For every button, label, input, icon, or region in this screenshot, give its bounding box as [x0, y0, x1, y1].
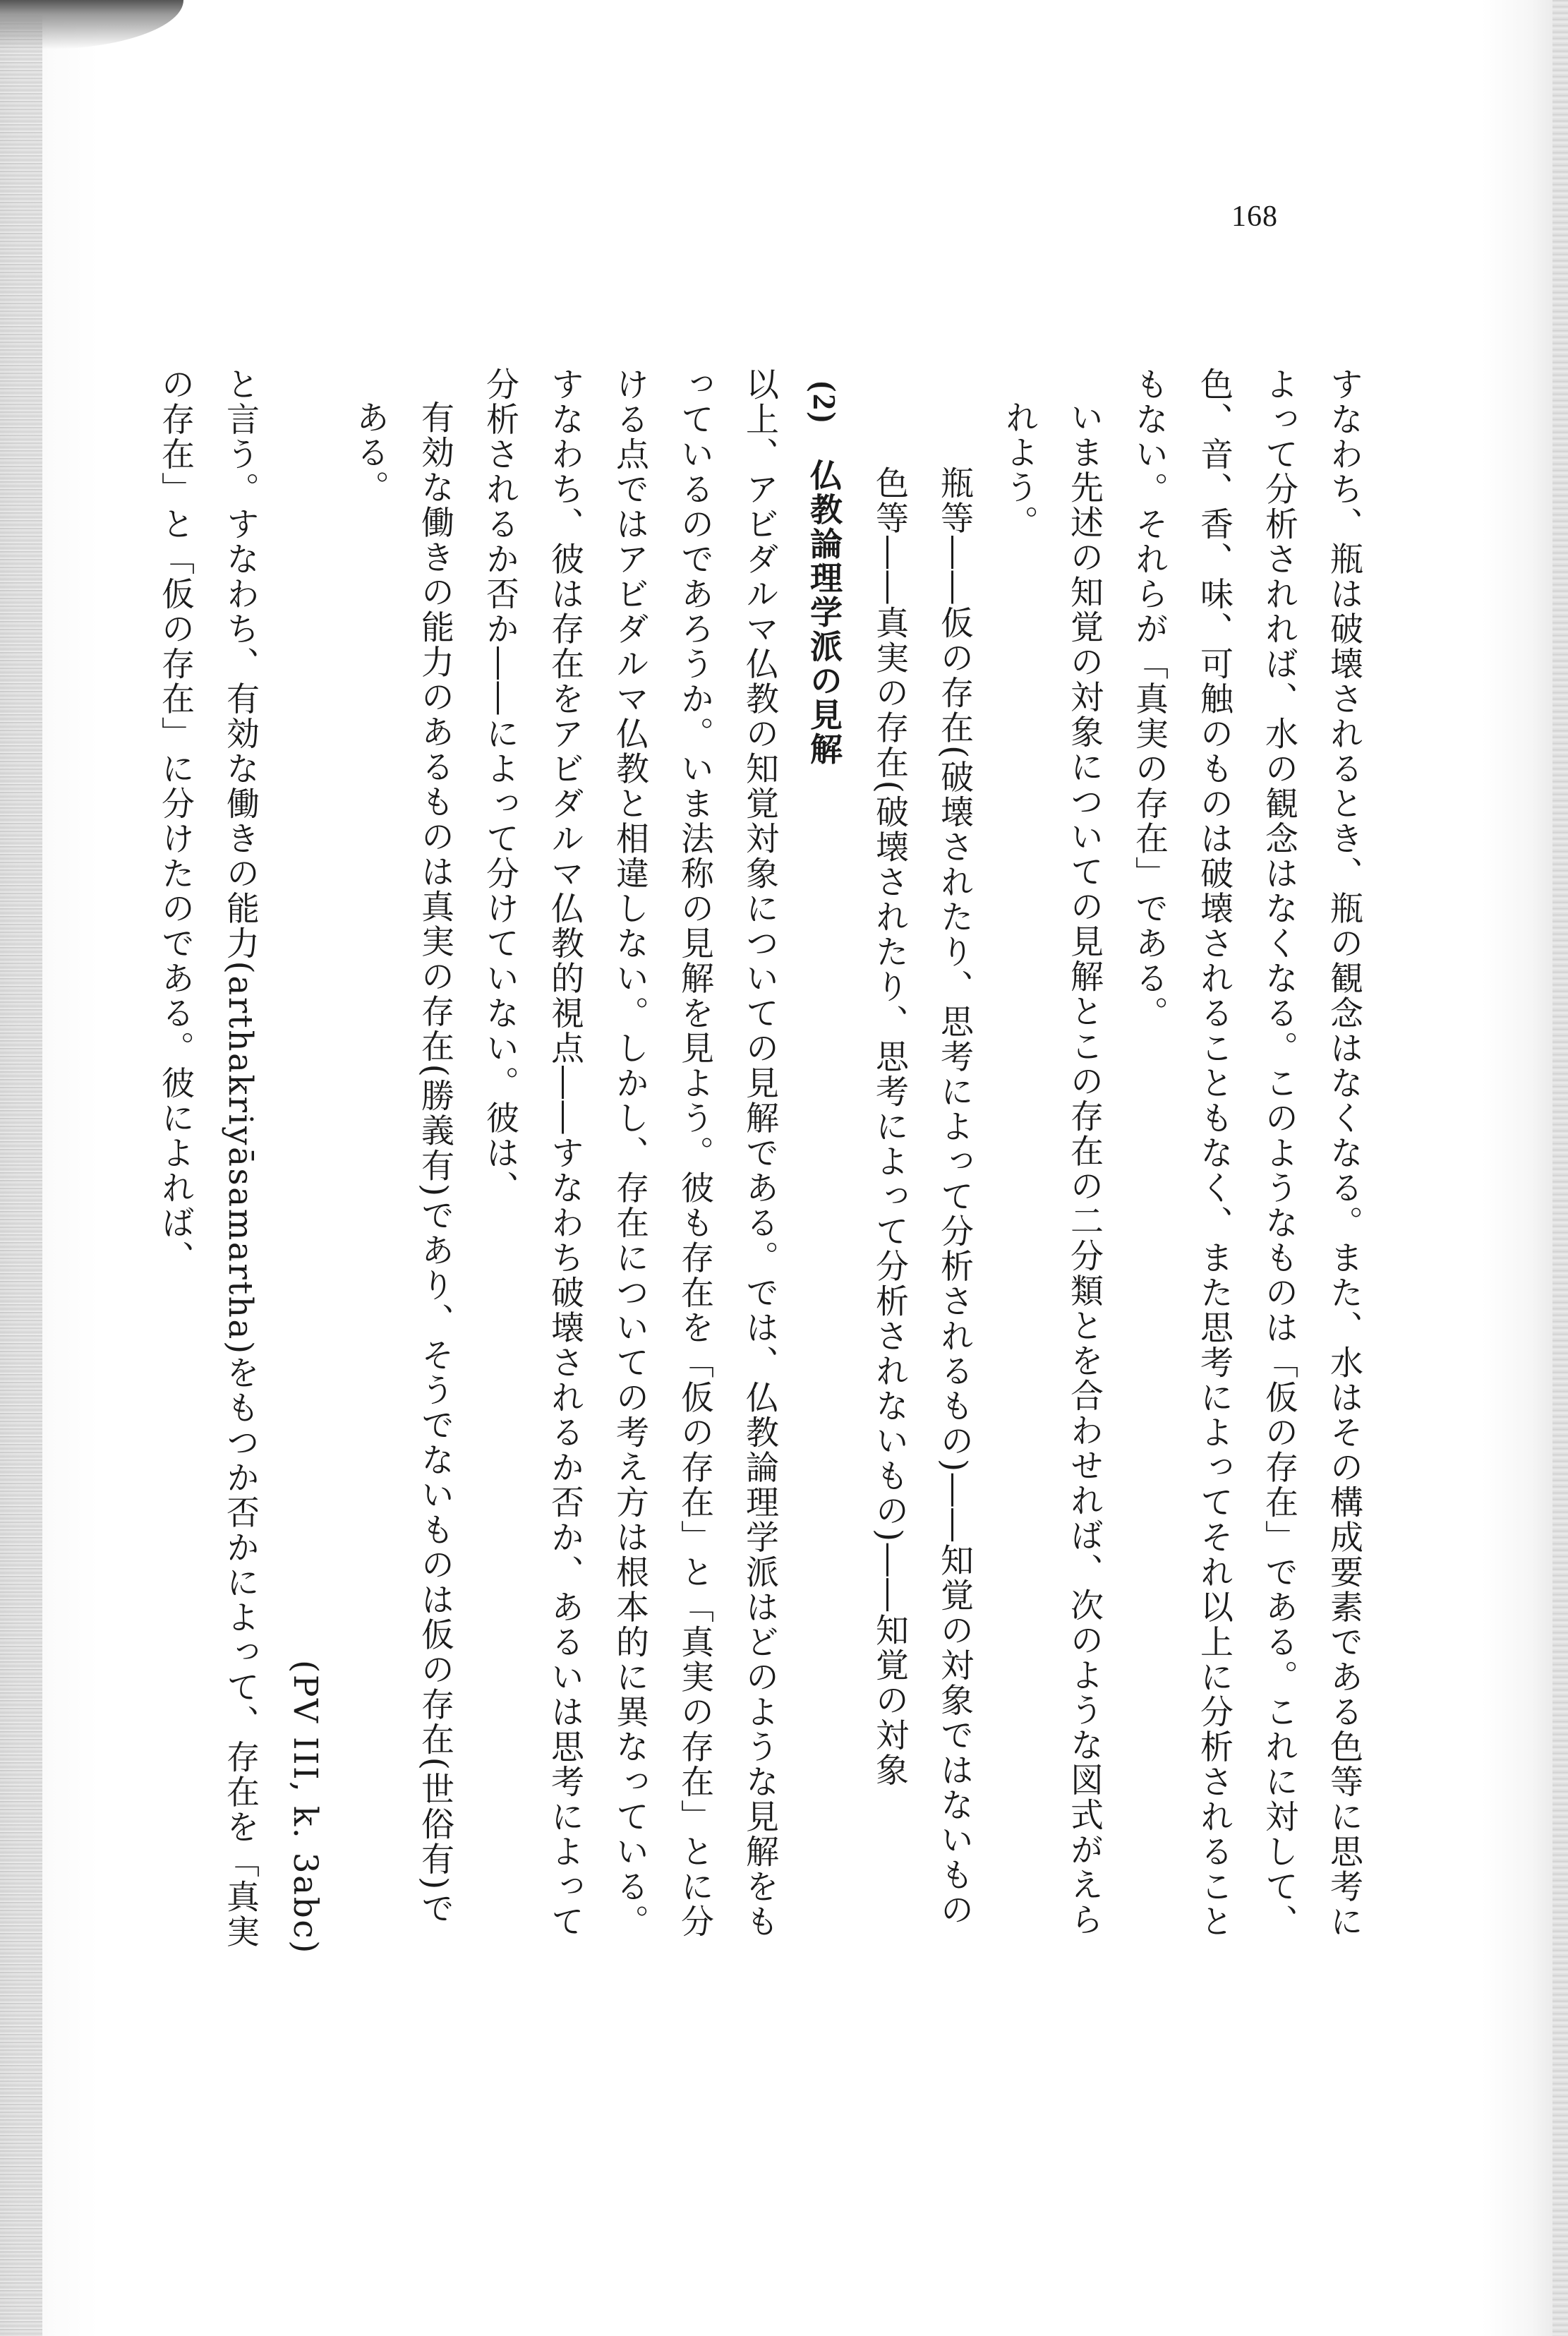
- scan-right-edge: [1552, 0, 1568, 2336]
- paragraph-5: と言う。すなわち、有効な働きの能力(arthakriyāsamartha)をもつか否かによって、存在を「真実の存在」と「仮の存在」に分けたのである。彼によれば、: [156, 367, 260, 1950]
- paragraph-3: 以上、アビダルマ仏教の知覚対象についての見解である。では、仏教論理学派はどのような見解をもっているのであろうか。いま法称の見解を見よう。彼も存在を「仮の存在」と「真実の存在」とに分ける点ではアビダルマ仏教と相違しない。しかし、存在についての考え方は根本的に異なっている。すなわち、彼は存在をアビダルマ仏教的視点――すなわち破壊されるか否か、あるいは思考によって分析されるか否か――によって分けていない。彼は、: [481, 367, 779, 1939]
- section-heading-number: (2): [807, 381, 843, 425]
- paragraph-1: すなわち、瓶は破壊されるとき、瓶の観念はなくなる。また、水はその構成要素である色等に思考によって分析されれば、水の観念はなくなる。このようなものは「仮の存在」である。これに対して、色、音、香、味、可触のものは破壊されることもなく、また思考によってそれ以上に分析されることもない。それらが「真実の存在」である。: [1130, 367, 1363, 1939]
- schema-row-1: 瓶等――仮の存在(破壊されたり、思考によって分析されるもの)――知覚の対象ではないもの: [935, 466, 974, 1928]
- schema-row-2: 色等――真実の存在(破壊されたり、思考によって分析されないもの)――知覚の対象: [870, 466, 909, 1788]
- scan-corner-shadow: [0, 0, 183, 49]
- paragraph-2: いま先述の知覚の対象についての見解とこの存在の二分類とを合わせれば、次のような図式がえられよう。: [1000, 400, 1104, 1937]
- page-number: 168: [1231, 200, 1278, 233]
- scan-left-edge: [0, 0, 42, 2336]
- section-heading: [792, 367, 857, 1955]
- quoted-definition: 有効な働きの能力のあるものは真実の存在(勝義有)であり、そうでないものは仮の存在(世俗有)である。: [351, 400, 454, 1927]
- section-heading-title: 仏教論理学派の見解: [805, 458, 843, 767]
- citation: (PV III, k. 3abc): [286, 1660, 325, 1955]
- vertical-text-body: [64, 367, 1376, 1955]
